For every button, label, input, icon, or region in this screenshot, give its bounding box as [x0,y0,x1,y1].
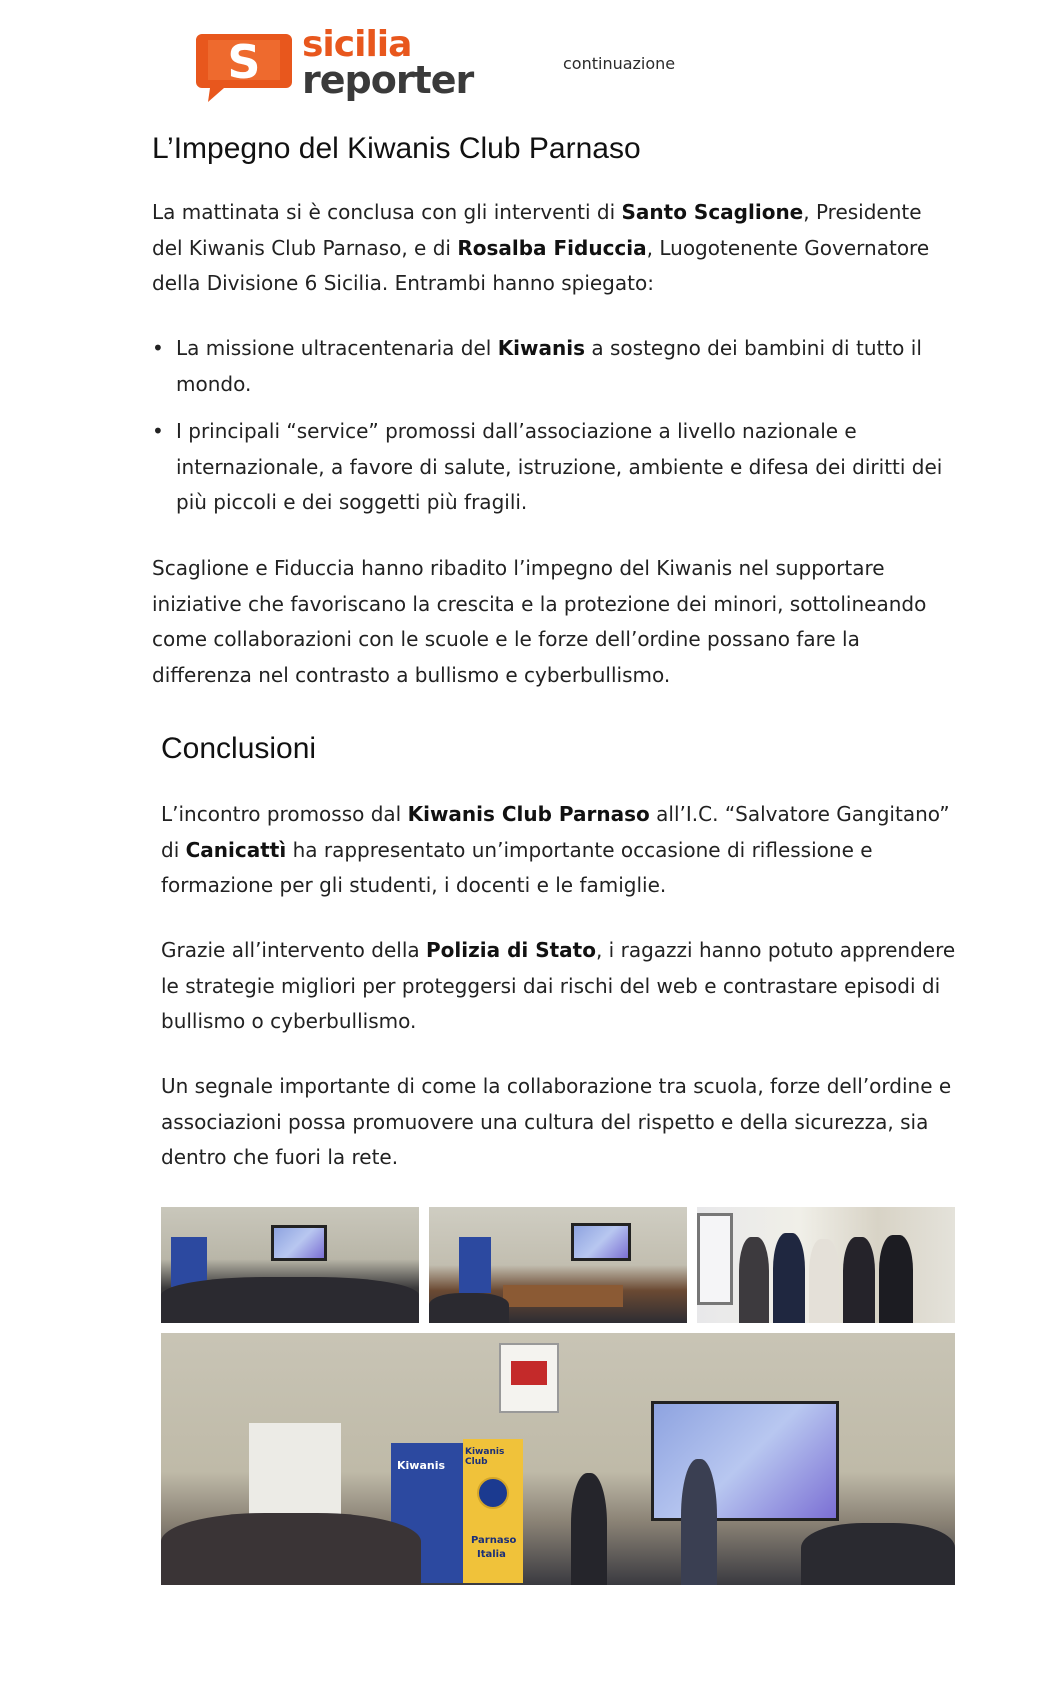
audience [161,1513,421,1585]
person [809,1239,839,1323]
bullet-list [152,331,952,533]
logo-text-reporter: reporter [302,58,474,102]
person [773,1233,805,1323]
continuation-label: continuazione [563,54,676,73]
list-item: • I principali “service” promossi dall’associazione a livello nazionale e internazionale, a favore di salute, istruzione, ambiente e difesa dei diritti dei più piccoli e dei soggetti più fragili. [152,414,952,521]
photo-classroom-presentation[interactable] [161,1207,419,1323]
audience [801,1523,955,1585]
projector-screen [571,1223,631,1261]
speaker-man [571,1473,607,1585]
paragraph-commitment: Scaglione e Fiduccia hanno ribadito l’impegno del Kiwanis nel supportare iniziative che favoriscano la crescita e la protezione dei minori, sottolineando come collaborazioni con le scuole e le forze dell’ordine possano fare la differenza nel contrasto a bullismo e cyberbullismo. [152,556,927,687]
name-rosalba-fiduccia: Rosalba Fiduccia [457,235,647,260]
list-item: • La missione ultracentenaria del Kiwanis a sostegno dei bambini di tutto il mondo. [152,331,952,402]
svg-text:S: S [227,35,261,89]
kiwanis-banner [459,1237,491,1293]
section-heading-impegno: L’Impegno del Kiwanis Club Parnaso [152,132,641,165]
audience [161,1277,419,1323]
paragraph-intro: La mattinata si è conclusa con gli interventi di Santo Scaglione, Presidente del Kiwanis Club Parnaso, e di Rosalba Fiduccia, Luogotenente Governatore della Divisione 6 Sicilia. Entrambi hanno spiegato: [152,200,930,295]
kiwanis-club-banner: Kiwanis Club Parnaso Italia [463,1439,523,1583]
logo-text-sicilia: sicilia [302,24,412,65]
paragraph-conclusion-3: Un segnale importante di come la collaborazione tra scuola, forze dell’ordine e associazioni possa promuovere una cultura del rispetto e della sicurezza, sia dentro che fuori la rete. [161,1074,952,1169]
speech-bubble-logo-icon [194,30,294,104]
paragraph-conclusion-2: Grazie all’intervento della Polizia di Stato, i ragazzi hanno potuto apprendere le strategie migliori per proteggersi dai rischi del web e contrastare episodi di bullismo o cyberbullismo. [161,938,956,1033]
paragraph-conclusion-1: L’incontro promosso dal Kiwanis Club Parnaso all’I.C. “Salvatore Gangitano” di Canicattì ha rappresentato un’importante occasione di riflessione e formazione per gli studenti, i docenti e le famiglie. [161,802,950,897]
audience [429,1293,509,1323]
person [843,1237,875,1323]
projector-screen [271,1225,327,1261]
kiwanis-banner: Kiwanis [391,1443,463,1583]
photo-group-portrait[interactable] [697,1207,955,1323]
person [879,1235,913,1323]
site-logo[interactable] [194,24,474,106]
photo-speakers-at-desk[interactable] [429,1207,687,1323]
speaker-woman [681,1459,717,1585]
whiteboard [697,1213,733,1305]
name-santo-scaglione: Santo Scaglione [621,200,804,224]
defibrillator-box [499,1343,559,1413]
desk [503,1285,623,1307]
kiwanis-banner [171,1237,207,1287]
person [739,1237,769,1323]
section-heading-conclusioni: Conclusioni [161,732,317,765]
photo-main-classroom[interactable] [161,1333,955,1585]
interactive-display [651,1401,839,1521]
